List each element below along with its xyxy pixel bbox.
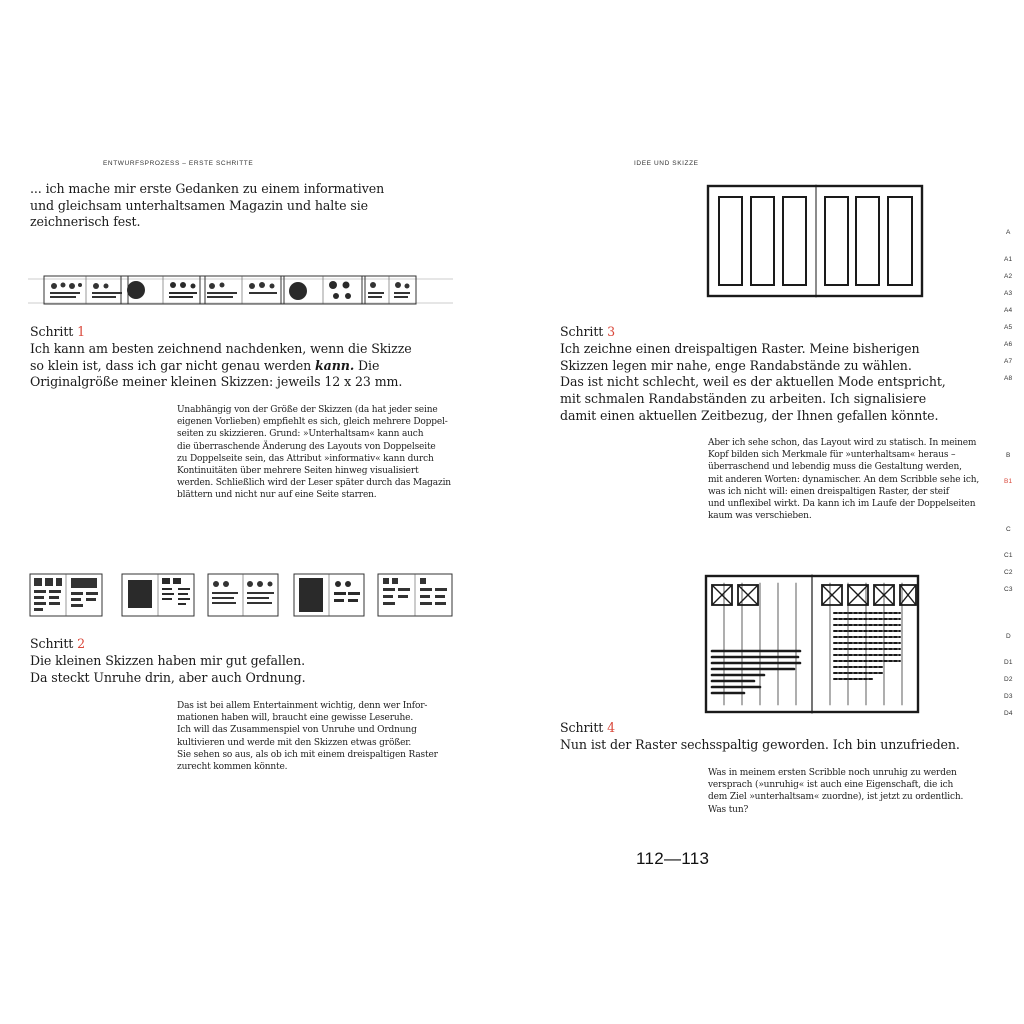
step-label: Schritt bbox=[560, 324, 608, 339]
step-4-body bbox=[708, 767, 963, 816]
step-line bbox=[30, 358, 412, 375]
sketch-thumbnail bbox=[200, 276, 284, 304]
body-line: seiten zu skizzieren. Grund: »Unterhaltsam« kann auch bbox=[177, 429, 424, 440]
body-line: Unabhängig von der Größe der Skizzen (da hat jeder seine bbox=[177, 405, 438, 415]
body-line: Das ist bei allem Entertainment wichtig, denn wer Infor- bbox=[177, 701, 428, 711]
sketch-thumbnail bbox=[122, 574, 194, 616]
index-tab-a1[interactable]: A1 bbox=[1004, 256, 1013, 263]
body-line: dem Ziel »unterhaltsam« zuordne), ist jetzt zu ordentlich. bbox=[708, 792, 964, 803]
step-number: 4 bbox=[607, 720, 616, 735]
body-line: werden. Schließlich wird der Leser später durch das Magazin bbox=[177, 478, 451, 489]
index-tab-a2[interactable]: A2 bbox=[1004, 273, 1013, 280]
step-3-body bbox=[708, 437, 979, 522]
index-tab-a6[interactable]: A6 bbox=[1004, 341, 1013, 348]
index-tab-b1[interactable]: B1 bbox=[1004, 478, 1013, 485]
step-line: Die kleinen Skizzen haben mir gut gefallen. bbox=[30, 652, 306, 668]
index-tab-a5[interactable]: A5 bbox=[1004, 324, 1013, 331]
step-line: damit einen aktuellen Zeitbezug, der Ihnen gefallen könnte. bbox=[560, 407, 939, 423]
sketch-six-column-grid bbox=[704, 573, 922, 715]
index-tab-c1[interactable]: C1 bbox=[1004, 552, 1013, 559]
index-tab-b[interactable]: B bbox=[1006, 452, 1011, 459]
body-line: Was tun? bbox=[708, 804, 749, 815]
step-label: Schritt bbox=[560, 720, 608, 735]
step-2-body bbox=[177, 700, 438, 773]
sketch-thumbnail bbox=[44, 276, 128, 304]
step-line: Skizzen legen mir nahe, enge Randabstände zu wählen. bbox=[560, 357, 912, 373]
step-2-heading bbox=[30, 636, 306, 653]
index-tab-a4[interactable]: A4 bbox=[1004, 307, 1013, 314]
intro-line: zeichnerisch fest. bbox=[30, 214, 141, 230]
step-line: Nun ist der Raster sechsspaltig geworden. Ich bin unzufrieden. bbox=[560, 736, 960, 752]
step-3-heading bbox=[560, 324, 946, 341]
step-1-body bbox=[177, 404, 451, 502]
body-line: mationen haben will, braucht eine gewisse Leseruhe. bbox=[177, 713, 414, 724]
index-tab-d[interactable]: D bbox=[1006, 633, 1011, 640]
sketch-row-1 bbox=[28, 268, 453, 310]
sketch-thumbnail bbox=[121, 276, 205, 304]
sketch-thumbnail bbox=[294, 574, 364, 616]
sketch-thumbnail bbox=[378, 574, 452, 616]
body-line: zu Doppelseite sein, das Attribut »informativ« kann durch bbox=[177, 453, 434, 464]
step-number: 3 bbox=[607, 324, 616, 339]
step-line-part: Die bbox=[354, 357, 380, 373]
step-line: Das ist nicht schlecht, weil es der aktuellen Mode entspricht, bbox=[560, 374, 946, 390]
step-2 bbox=[30, 636, 306, 686]
step-number: 1 bbox=[77, 324, 86, 339]
index-tab-a8[interactable]: A8 bbox=[1004, 375, 1013, 382]
intro-line: ... ich mache mir erste Gedanken zu einem informativen bbox=[30, 181, 385, 196]
body-line: die überraschende Änderung des Layouts von Doppelseite bbox=[177, 441, 436, 452]
body-line: kaum was verschieben. bbox=[708, 511, 812, 522]
body-line: Was in meinem ersten Scribble noch unruhig zu werden bbox=[708, 768, 957, 778]
body-line: und unflexibel wirkt. Da kann ich im Laufe der Doppelseiten bbox=[708, 499, 976, 510]
sketch-thumbnail bbox=[281, 276, 365, 304]
index-tab-a3[interactable]: A3 bbox=[1004, 290, 1013, 297]
index-tab-a7[interactable]: A7 bbox=[1004, 358, 1013, 365]
step-1-heading bbox=[30, 324, 412, 341]
step-line: mit schmalen Randabständen zu arbeiten. Ich signalisiere bbox=[560, 391, 927, 407]
sketch-thumbnail bbox=[208, 574, 278, 616]
index-tab-d4[interactable]: D4 bbox=[1004, 710, 1013, 717]
body-line: Kopf bilden sich Merkmale für »unterhaltsam« heraus – bbox=[708, 450, 956, 461]
index-tab-d3[interactable]: D3 bbox=[1004, 693, 1013, 700]
step-line: Ich zeichne einen dreispaltigen Raster. Meine bisherigen bbox=[560, 340, 920, 356]
sketch-three-column-grid bbox=[706, 183, 926, 303]
body-line: eigenen Vorlieben) empfiehlt es sich, gleich mehrere Doppel- bbox=[177, 417, 448, 428]
body-line: Aber ich sehe schon, das Layout wird zu statisch. In meinem bbox=[708, 438, 977, 448]
index-tab-d1[interactable]: D1 bbox=[1004, 659, 1013, 666]
step-3 bbox=[560, 324, 946, 425]
running-head-right: IDEE UND SKIZZE bbox=[634, 160, 699, 167]
index-tab-c[interactable]: C bbox=[1006, 526, 1011, 533]
sketch-thumbnail bbox=[30, 574, 102, 616]
step-label: Schritt bbox=[30, 636, 78, 651]
step-4 bbox=[560, 720, 960, 754]
index-tab-a[interactable]: A bbox=[1006, 229, 1011, 236]
sketch-thumbnail bbox=[362, 276, 416, 304]
body-line: versprach (»unruhig« ist auch eine Eigenschaft, die ich bbox=[708, 780, 954, 791]
body-line: blättern und nicht nur auf eine Seite starren. bbox=[177, 490, 377, 501]
index-tab-c3[interactable]: C3 bbox=[1004, 586, 1013, 593]
intro-text bbox=[30, 181, 384, 231]
intro-line: und gleichsam unterhaltsamen Magazin und halte sie bbox=[30, 197, 369, 213]
step-line: Da steckt Unruhe drin, aber auch Ordnung. bbox=[30, 669, 306, 685]
step-number: 2 bbox=[77, 636, 86, 651]
page-numbers: 112—113 bbox=[636, 849, 710, 868]
step-line: Ich kann am besten zeichnend nachdenken, wenn die Skizze bbox=[30, 340, 412, 356]
body-line: Ich will das Zusammenspiel von Unruhe und Ordnung bbox=[177, 725, 417, 736]
step-4-heading bbox=[560, 720, 960, 737]
body-line: Sie sehen so aus, als ob ich mit einem dreispaltigen Raster bbox=[177, 749, 438, 760]
body-line: überraschend und lebendig muss die Gestaltung werden, bbox=[708, 462, 962, 473]
step-line: Originalgröße meiner kleinen Skizzen: jeweils 12 x 23 mm. bbox=[30, 374, 403, 390]
step-label: Schritt bbox=[30, 324, 78, 339]
step-1 bbox=[30, 324, 412, 391]
step-emphasis: kann. bbox=[315, 357, 355, 373]
body-line: mit anderen Worten: dynamischer. An dem Scribble sehe ich, bbox=[708, 474, 980, 485]
body-line: kultivieren und werde mit den Skizzen etwas größer. bbox=[177, 737, 412, 748]
index-tab-c2[interactable]: C2 bbox=[1004, 569, 1013, 576]
body-line: Kontinuitäten über mehrere Seiten hinweg visualisiert bbox=[177, 466, 419, 477]
sketch-row-2 bbox=[28, 572, 453, 620]
running-head-left: ENTWURFSPROZESS – ERSTE SCHRITTE bbox=[103, 160, 254, 167]
body-line: was ich nicht will: einen dreispaltigen Raster, der steif bbox=[708, 486, 949, 497]
step-line-part: so klein ist, dass ich gar nicht genau werden bbox=[30, 357, 316, 373]
index-tab-d2[interactable]: D2 bbox=[1004, 676, 1013, 683]
body-line: zurecht kommen könnte. bbox=[177, 762, 288, 773]
